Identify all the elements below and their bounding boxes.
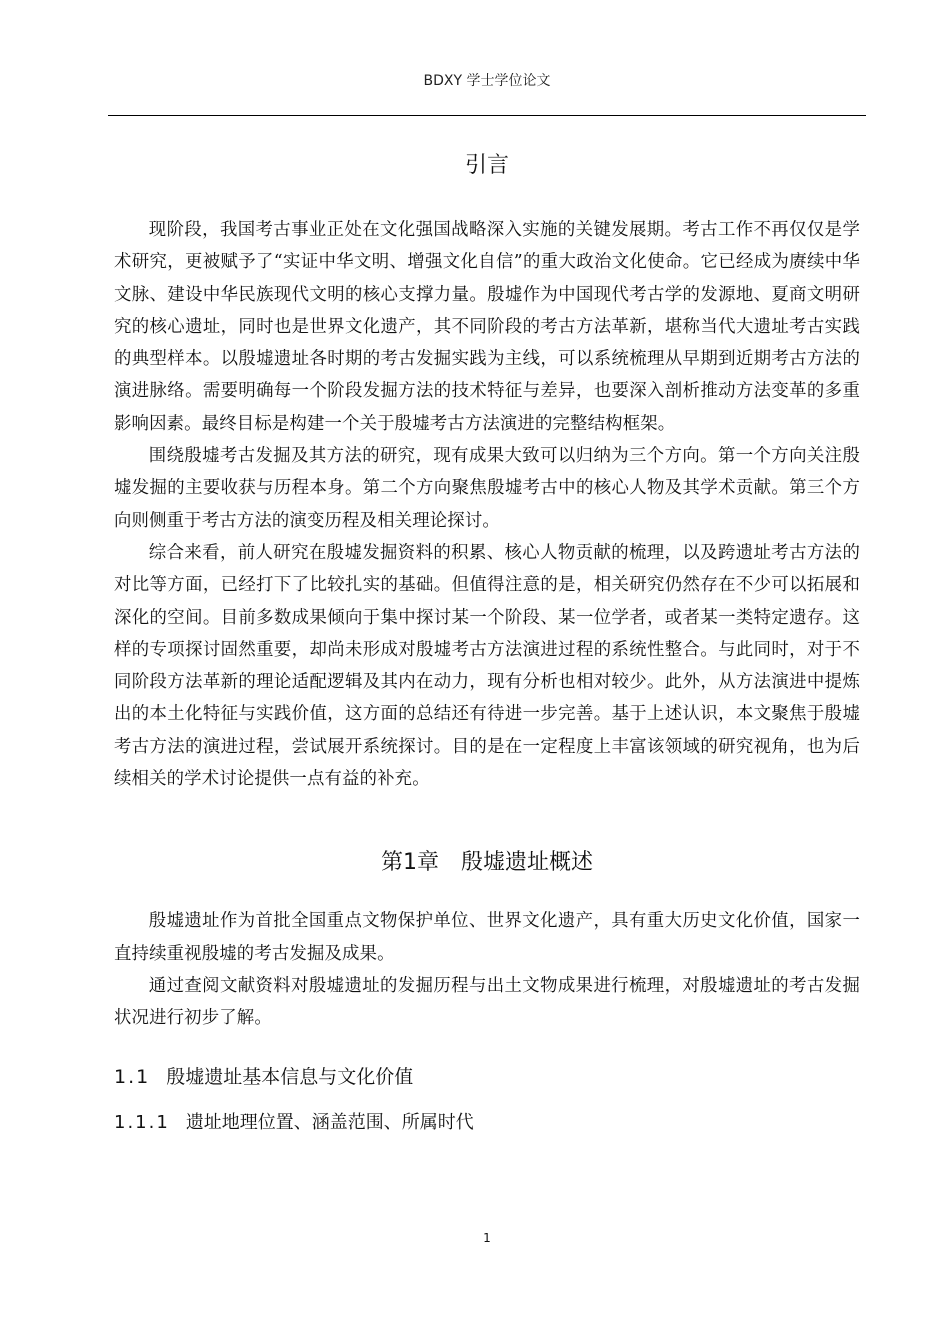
chapter-1-paragraph-1: 殷墟遗址作为首批全国重点文物保护单位、世界文化遗产，具有重大历史文化价值，国家一直持续重视殷墟的考古发掘及成果。 — [114, 911, 860, 964]
section-1-1-1-heading — [114, 1105, 860, 1141]
section-1-1-heading — [114, 1057, 860, 1097]
subsection-title: 遗址地理位置、涵盖范围、所属时代 — [185, 1111, 474, 1133]
subsection-number: 1.1.1 — [114, 1111, 170, 1133]
chapter-1-heading: 第1章 殷墟遗址概述 — [381, 850, 593, 876]
intro-paragraph-1: 现阶段，我国考古事业正处在文化强国战略深入实施的关键发展期。考古工作不再仅仅是学术研究，更被赋予了“实证中华文明、增强文化自信”的重大政治文化使命。它已经成为赓续中华文脉、建设中华民族现代文明的核心支撑力量。殷墟作为中国现代考古学的发源地、夏商文明研究的核心遗址，同时也是世界文化遗产，其不同阶段的考古方法革新，堪称当代大遗址考古实践的典型样本。以殷墟遗址各时期的考古发掘实践为主线，可以系统梳理从早期到近期考古方法的演进脉络。需要明确每一个阶段发掘方法的技术特征与差异，也要深入剖析推动方法变革的多重影响因素。最终目标是构建一个关于殷墟考古方法演进的完整结构框架。 — [114, 220, 860, 434]
page-header: BDXY 学士学位论文 — [423, 73, 551, 89]
page-body — [114, 148, 860, 1141]
section-number: 1.1 — [114, 1065, 151, 1088]
chapter-1-paragraph-2: 通过查阅文献资料对殷墟遗址的发掘历程与出土文物成果进行梳理，对殷墟遗址的考古发掘状况进行初步了解。 — [114, 975, 860, 1029]
header-divider — [108, 115, 866, 116]
intro-paragraph-2: 围绕殷墟考古发掘及其方法的研究，现有成果大致可以归纳为三个方向。第一个方向关注殷墟发掘的主要收获与历程本身。第二个方向聚焦殷墟考古中的核心人物及其学术贡献。第三个方向则侧重于考古方法的演变历程及相关理论探讨。 — [114, 446, 860, 531]
intro-paragraph-3: 综合来看，前人研究在殷墟发掘资料的积累、核心人物贡献的梳理，以及跨遗址考古方法的对比等方面，已经打下了比较扎实的基础。但值得注意的是，相关研究仍然存在不少可以拓展和深化的空间。目前多数成果倾向于集中探讨某一个阶段、某一位学者，或者某一类特定遗存。这样的专项探讨固然重要，却尚未形成对殷墟考古方法演进过程的系统性整合。与此同时，对于不同阶段方法革新的理论适配逻辑及其内在动力，现有分析也相对较少。此外，从方法演进中提炼出的本土化特征与实践价值，这方面的总结还有待进一步完善。基于上述认识，本文聚焦于殷墟考古方法的演进过程，尝试展开系统探讨。目的是在一定程度上丰富该领域的研究视角，也为后续相关的学术讨论提供一点有益的补充。 — [114, 542, 860, 790]
section-title: 殷墟遗址基本信息与文化价值 — [166, 1065, 414, 1088]
intro-heading: 引言 — [464, 153, 509, 178]
page-number: 1 — [483, 1231, 491, 1245]
